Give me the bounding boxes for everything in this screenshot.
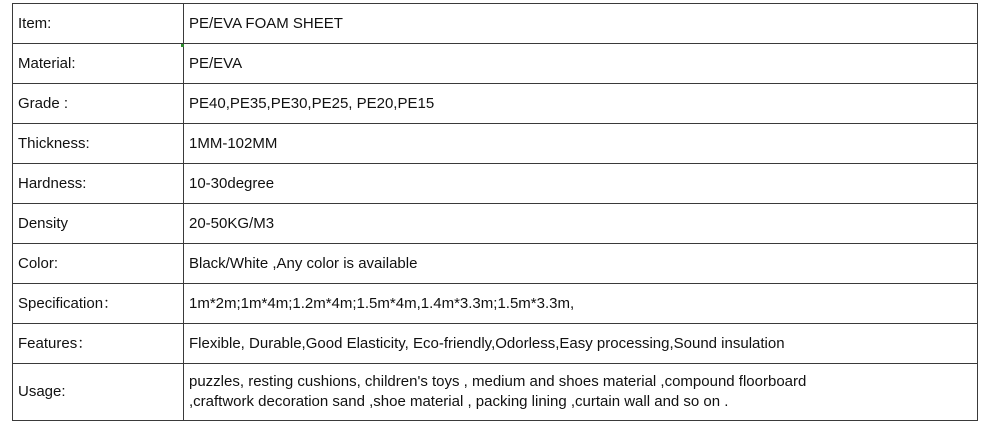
row-value: PE/EVA bbox=[184, 44, 978, 84]
row-label: Thickness: bbox=[13, 124, 184, 164]
row-label: Usage: bbox=[13, 364, 184, 421]
row-label: Features： bbox=[13, 324, 184, 364]
cell-marker bbox=[181, 44, 184, 47]
table-row-usage bbox=[13, 364, 978, 421]
table-row-density bbox=[13, 204, 978, 244]
row-value: 1MM-102MM bbox=[184, 124, 978, 164]
row-label: Color: bbox=[13, 244, 184, 284]
row-value bbox=[184, 364, 978, 421]
row-label: Grade : bbox=[13, 84, 184, 124]
table-row-grade bbox=[13, 84, 978, 124]
usage-line-1: puzzles, resting cushions, children's toys , medium and shoes material ,compound floorboard bbox=[189, 373, 807, 390]
row-value: PE/EVA FOAM SHEET bbox=[184, 4, 978, 44]
row-value: 20-50KG/M3 bbox=[184, 204, 978, 244]
table-row-specification bbox=[13, 284, 978, 324]
row-value: 10-30degree bbox=[184, 164, 978, 204]
row-value: 1m*2m;1m*4m;1.2m*4m;1.5m*4m,1.4m*3.3m;1.5m*3.3m, bbox=[184, 284, 978, 324]
table-row-material bbox=[13, 44, 978, 84]
usage-line-2: ,craftwork decoration sand ,shoe material , packing lining ,curtain wall and so on . bbox=[189, 393, 729, 410]
table-row-hardness bbox=[13, 164, 978, 204]
row-label: Hardness: bbox=[13, 164, 184, 204]
spec-table bbox=[12, 3, 978, 421]
row-label: Specification： bbox=[13, 284, 184, 324]
row-label: Density bbox=[13, 204, 184, 244]
row-value: Black/White ,Any color is available bbox=[184, 244, 978, 284]
table-row-item bbox=[13, 4, 978, 44]
row-label: Item: bbox=[13, 4, 184, 44]
row-value: Flexible, Durable,Good Elasticity, Eco-friendly,Odorless,Easy processing,Sound insulation bbox=[184, 324, 978, 364]
row-value: PE40,PE35,PE30,PE25, PE20,PE15 bbox=[184, 84, 978, 124]
table-row-color bbox=[13, 244, 978, 284]
row-label: Material: bbox=[13, 44, 184, 84]
table-row-thickness bbox=[13, 124, 978, 164]
table-row-features bbox=[13, 324, 978, 364]
